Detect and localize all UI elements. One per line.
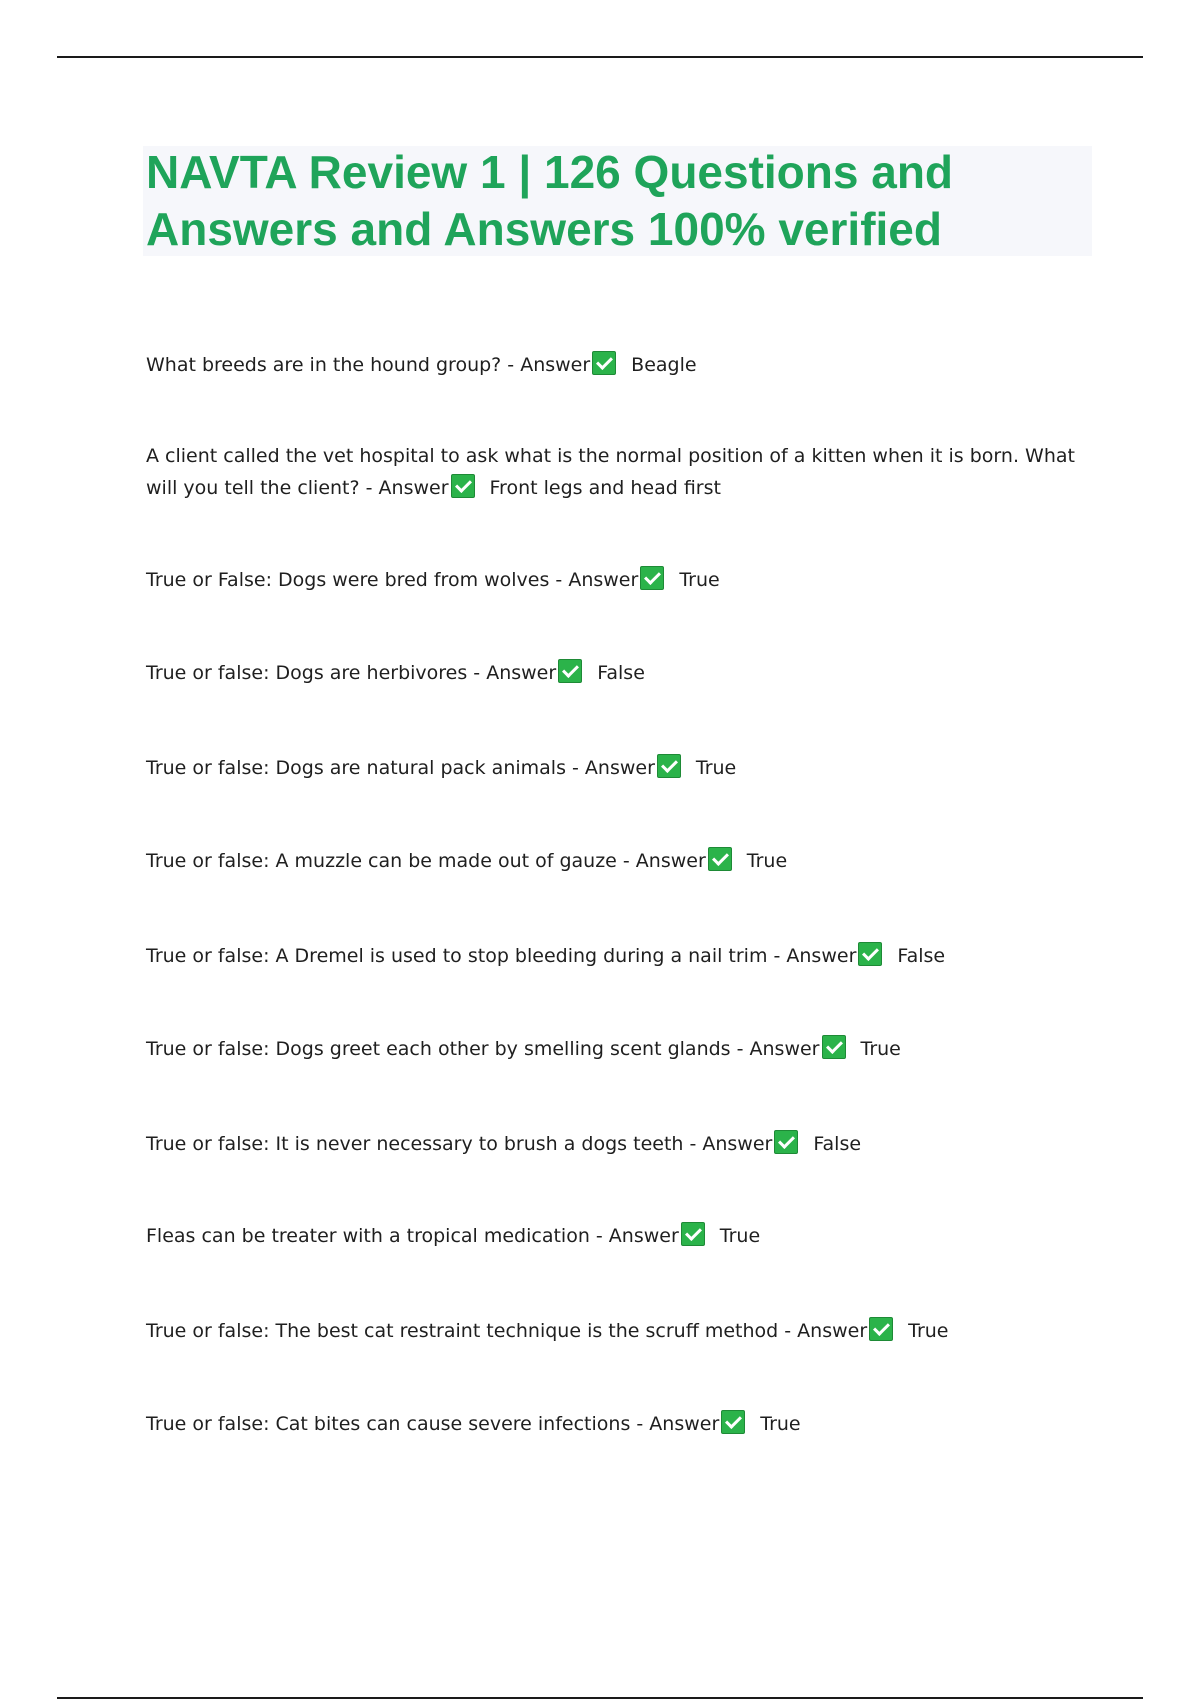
qa-item	[146, 657, 1076, 689]
question-text: True or false: The best cat restraint technique is the scruff method - Answer	[146, 1320, 868, 1342]
checkmark-icon	[640, 566, 664, 590]
checkmark-icon	[558, 659, 582, 683]
checkmark-icon	[451, 474, 475, 498]
qa-item	[146, 440, 1076, 504]
answer-text: Front legs and head first	[489, 477, 721, 499]
qa-item	[146, 1408, 1076, 1440]
checkmark-icon	[858, 942, 882, 966]
question-text: True or False: Dogs were bred from wolves - Answer	[146, 569, 639, 591]
question-text: True or false: A muzzle can be made out of gauze - Answer	[146, 850, 706, 872]
answer-text: False	[813, 1133, 862, 1155]
question-text: A client called the vet hospital to ask what is the normal position of a kitten when it is born. What will you tell the client? - Answer	[146, 445, 1075, 499]
qa-item	[146, 940, 1076, 972]
qa-item	[146, 564, 1076, 596]
checkmark-icon	[681, 1222, 705, 1246]
qa-item	[146, 752, 1076, 784]
checkmark-icon	[708, 847, 732, 871]
checkmark-icon	[721, 1410, 745, 1434]
question-text: Fleas can be treater with a tropical medication - Answer	[146, 1225, 679, 1247]
qa-item	[146, 1220, 1076, 1252]
question-text: True or false: Dogs greet each other by smelling scent glands - Answer	[146, 1038, 820, 1060]
question-text: True or false: It is never necessary to brush a dogs teeth - Answer	[146, 1133, 773, 1155]
qa-item	[146, 1315, 1076, 1347]
checkmark-icon	[822, 1035, 846, 1059]
checkmark-icon	[774, 1130, 798, 1154]
checkmark-icon	[869, 1317, 893, 1341]
answer-text: True	[719, 1225, 761, 1247]
answer-text: Beagle	[631, 354, 697, 376]
qa-item	[146, 1128, 1076, 1160]
qa-item	[146, 845, 1076, 877]
question-text: True or false: Dogs are natural pack animals - Answer	[146, 757, 655, 779]
question-text: What breeds are in the hound group? - Answer	[146, 354, 591, 376]
answer-text: True	[746, 850, 788, 872]
question-text: True or false: A Dremel is used to stop bleeding during a nail trim - Answer	[146, 945, 857, 967]
qa-item	[146, 1033, 1076, 1065]
answer-text: False	[597, 662, 645, 684]
answer-text: False	[897, 945, 946, 967]
footer-rule	[57, 1697, 1143, 1699]
checkmark-icon	[592, 351, 616, 375]
question-text: True or false: Cat bites can cause severe infections - Answer	[146, 1413, 720, 1435]
document-title: NAVTA Review 1 | 126 Questions and Answers and Answers 100% verified	[146, 146, 954, 255]
checkmark-icon	[657, 754, 681, 778]
answer-text: True	[695, 757, 737, 779]
answer-text: True	[760, 1413, 801, 1435]
question-text: True or false: Dogs are herbivores - Answer	[146, 662, 557, 684]
qa-item	[146, 349, 1076, 381]
answer-text: True	[860, 1038, 901, 1060]
header-rule	[57, 56, 1143, 58]
answer-text: True	[908, 1320, 949, 1342]
answer-text: True	[679, 569, 720, 591]
